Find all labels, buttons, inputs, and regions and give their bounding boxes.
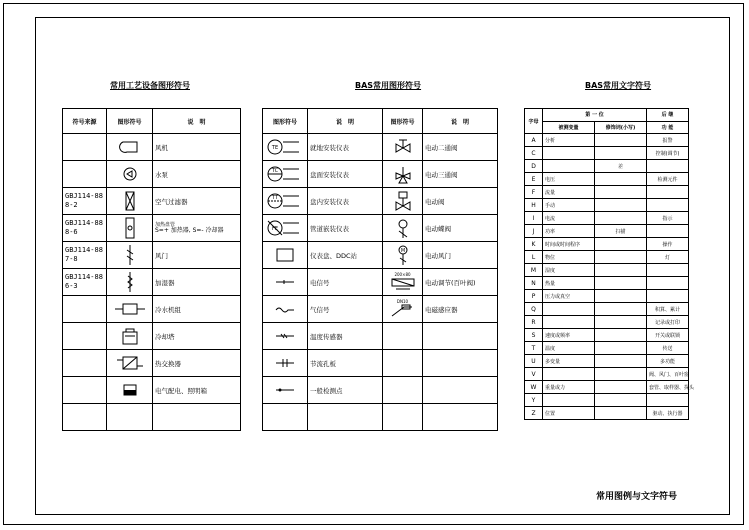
function-cell: [647, 277, 689, 290]
measured-var-cell: [543, 303, 595, 316]
desc-cell: 冷却塔: [153, 323, 241, 350]
header-measured: 被测变量: [543, 121, 595, 134]
pipe-instrument-icon: [263, 215, 308, 242]
capillary-icon: [263, 323, 308, 350]
empty-cell: [383, 350, 423, 377]
letter-cell: S: [525, 329, 543, 342]
modifier-cell: [595, 212, 647, 225]
desc-cell: 盘内安装仪表: [308, 188, 383, 215]
modifier-cell: [595, 355, 647, 368]
measured-var-cell: 电压: [543, 173, 595, 186]
desc-cell: 温度传感器: [308, 323, 383, 350]
table-row: [525, 147, 689, 160]
desc-cell: 风门: [153, 242, 241, 269]
title-bas-text: BAS常用文字符号: [585, 81, 652, 90]
letter-cell: A: [525, 134, 543, 147]
table-row: [63, 323, 241, 350]
title-process-symbols: 常用工艺设备图形符号: [110, 81, 190, 90]
function-cell: 操作: [647, 238, 689, 251]
header-symbol: 图形符号: [107, 109, 153, 134]
function-cell: 驱动、执行器: [647, 407, 689, 420]
modifier-cell: [595, 186, 647, 199]
function-cell: 检测元件: [647, 173, 689, 186]
ddc-box-icon: [263, 242, 308, 269]
desc-cell: 热交换器: [153, 350, 241, 377]
header-symbol-2: 图形符号: [383, 109, 423, 134]
letter-cell: H: [525, 199, 543, 212]
table-row: [63, 350, 241, 377]
source-cell: [63, 161, 107, 188]
table-row: [525, 238, 689, 251]
heat-exchanger-icon: [107, 350, 153, 377]
table-row: [525, 212, 689, 225]
function-cell: 积算、累计: [647, 303, 689, 316]
wire-signal-icon: [263, 296, 308, 323]
table-row: [63, 269, 241, 296]
desc-cell: 电动风门: [423, 242, 498, 269]
empty-cell: [423, 404, 498, 431]
table-header: [263, 109, 498, 134]
modifier-cell: [595, 238, 647, 251]
instrument-tag: TT: [271, 195, 279, 201]
desc-cell: 加湿器: [153, 269, 241, 296]
table-row: [525, 381, 689, 394]
measured-var-cell: 物位: [543, 251, 595, 264]
header-source: 符号来源: [63, 109, 107, 134]
fan-icon: [107, 134, 153, 161]
table-row: [63, 296, 241, 323]
empty-cell: [423, 350, 498, 377]
letter-cell: F: [525, 186, 543, 199]
measured-var-cell: 多变量: [543, 355, 595, 368]
butterfly-valve-icon: [383, 215, 423, 242]
desc-cell: 一般检测点: [308, 377, 383, 404]
desc-cell: 冷水机组: [153, 296, 241, 323]
function-cell: 阀、风门、百叶窗: [647, 368, 689, 381]
air-filter-icon: [107, 188, 153, 215]
pressure-valve-icon: [383, 296, 423, 323]
table-row: [63, 215, 241, 242]
desc-cell: 水泵: [153, 161, 241, 188]
source-cell: [63, 323, 107, 350]
desc-cell: 风机: [153, 134, 241, 161]
desc-cell: 电动蝶阀: [423, 215, 498, 242]
modifier-cell: [595, 368, 647, 381]
function-cell: [647, 264, 689, 277]
desc-cell: [153, 215, 241, 242]
function-cell: [647, 186, 689, 199]
letter-cell: V: [525, 368, 543, 381]
letter-cell: Y: [525, 394, 543, 407]
table-row: [263, 134, 498, 161]
table-row: [263, 350, 498, 377]
measured-var-cell: 手动: [543, 199, 595, 212]
measured-var-cell: 流量: [543, 186, 595, 199]
table-row: [525, 251, 689, 264]
letter-cell: J: [525, 225, 543, 238]
letter-cell: R: [525, 316, 543, 329]
modifier-cell: [595, 394, 647, 407]
modifier-cell: [595, 342, 647, 355]
letter-cell: K: [525, 238, 543, 251]
empty-cell: [107, 404, 153, 431]
footer-title: 常用图例与文字符号: [596, 492, 678, 502]
modifier-cell: [595, 199, 647, 212]
motor-damper-icon: [383, 269, 423, 296]
source-cell: GBJ114-88 7-8: [63, 242, 107, 269]
motor-valve-icon: [383, 188, 423, 215]
desc-cell: 节流孔板: [308, 350, 383, 377]
empty-cell: [383, 404, 423, 431]
chiller-icon: [107, 296, 153, 323]
table-row: [63, 404, 241, 431]
table-row: [263, 377, 498, 404]
desc-cell: 电磁感应器: [423, 296, 498, 323]
desc-cell: 空气过滤器: [153, 188, 241, 215]
desc-sub: S=+ 加热器, S=- 冷却器: [155, 227, 224, 234]
header-desc: 说 明: [153, 109, 241, 134]
empty-cell: [153, 404, 241, 431]
table-row: [525, 368, 689, 381]
empty-cell: [383, 323, 423, 350]
table-row: [63, 242, 241, 269]
measure-point-icon: [263, 377, 308, 404]
header-modifier: 修饰词(小写): [595, 121, 647, 134]
measured-var-cell: 位置: [543, 407, 595, 420]
instrument-tag: TE: [271, 145, 279, 151]
table-row: [263, 323, 498, 350]
modifier-cell: [595, 316, 647, 329]
source-cell: GBJ114-88 6-3: [63, 269, 107, 296]
function-cell: [647, 290, 689, 303]
table-row: [525, 329, 689, 342]
table-row: [525, 407, 689, 420]
heater-coil-icon: [107, 215, 153, 242]
source-cell: [63, 350, 107, 377]
empty-cell: [263, 404, 308, 431]
letter-cell: N: [525, 277, 543, 290]
header-first: 第 一 位: [543, 109, 647, 122]
modifier-cell: 差: [595, 160, 647, 173]
desc-main: 加热盘管: [155, 222, 176, 228]
desc-cell: 仪表盘、DDC站: [308, 242, 383, 269]
modifier-cell: [595, 290, 647, 303]
table-header: [63, 109, 241, 134]
header-symbol: 图形符号: [263, 109, 308, 134]
desc-cell: 管道嵌装仪表: [308, 215, 383, 242]
modifier-cell: [595, 381, 647, 394]
instrument-tag: FE: [271, 226, 279, 232]
letter-cell: D: [525, 160, 543, 173]
table-row: [263, 188, 498, 215]
measured-var-cell: 电流: [543, 212, 595, 225]
modifier-cell: 扫描: [595, 225, 647, 238]
letter-cell: M: [525, 264, 543, 277]
modifier-cell: [595, 173, 647, 186]
bas-text-symbols-table: [524, 108, 695, 420]
letter-cell: E: [525, 173, 543, 186]
measured-var-cell: 重量或力: [543, 381, 595, 394]
table-row: [263, 242, 498, 269]
empty-cell: [383, 377, 423, 404]
table-row: [525, 342, 689, 355]
three-way-valve-icon: [383, 161, 423, 188]
table-row: [525, 303, 689, 316]
function-cell: 传送: [647, 342, 689, 355]
modifier-cell: [595, 277, 647, 290]
modifier-cell: [595, 264, 647, 277]
back-panel-instrument-icon: [263, 188, 308, 215]
table-row: [63, 161, 241, 188]
measured-var-cell: [543, 160, 595, 173]
letter-cell: C: [525, 147, 543, 160]
table-row: [63, 377, 241, 404]
table-subheader: [525, 121, 689, 134]
source-cell: [63, 134, 107, 161]
header-last: 后 继: [647, 109, 689, 122]
panel-instrument-icon: [263, 161, 308, 188]
table-row: [263, 404, 498, 431]
table-row: [525, 355, 689, 368]
field-instrument-icon: [263, 134, 308, 161]
measured-var-cell: 时间或时间程序: [543, 238, 595, 251]
humidifier-icon: [107, 269, 153, 296]
table-row: [525, 316, 689, 329]
signal-line-icon: [263, 269, 308, 296]
function-cell: 开关或联锁: [647, 329, 689, 342]
table-row: [525, 394, 689, 407]
function-cell: 报警: [647, 134, 689, 147]
pump-icon: [107, 161, 153, 188]
modifier-cell: [595, 134, 647, 147]
desc-cell: 就地安装仪表: [308, 134, 383, 161]
desc-cell: 电动三通阀: [423, 161, 498, 188]
letter-cell: P: [525, 290, 543, 303]
table-row: [63, 134, 241, 161]
source-cell: GBJ114-88 8-6: [63, 215, 107, 242]
measured-var-cell: 速度或频率: [543, 329, 595, 342]
measured-var-cell: [543, 147, 595, 160]
measured-var-cell: [543, 368, 595, 381]
symbol-tag: DN10: [396, 299, 409, 304]
desc-cell: 电动阀: [423, 188, 498, 215]
letter-cell: U: [525, 355, 543, 368]
title-bas-graphic: BAS常用图形符号: [355, 81, 422, 90]
modifier-cell: [595, 329, 647, 342]
table-row: [263, 269, 498, 296]
letter-cell: T: [525, 342, 543, 355]
table-row: [525, 186, 689, 199]
air-valve-icon: [107, 242, 153, 269]
letter-cell: Q: [525, 303, 543, 316]
modifier-cell: [595, 407, 647, 420]
desc-cell: 电动二通阀: [423, 134, 498, 161]
table-row: [525, 173, 689, 186]
function-cell: 控制(调节): [647, 147, 689, 160]
letter-cell: Z: [525, 407, 543, 420]
measured-var-cell: 热量: [543, 277, 595, 290]
table-row: [525, 290, 689, 303]
desc-cell: 气信号: [308, 296, 383, 323]
empty-cell: [63, 404, 107, 431]
measured-var-cell: 湿度: [543, 264, 595, 277]
table-row: [263, 161, 498, 188]
header-function: 功 能: [647, 121, 689, 134]
measured-var-cell: [543, 394, 595, 407]
measured-var-cell: [543, 316, 595, 329]
header-desc: 说 明: [308, 109, 383, 134]
measured-var-cell: 温度: [543, 342, 595, 355]
table-row: [525, 160, 689, 173]
modifier-cell: [595, 147, 647, 160]
function-cell: [647, 160, 689, 173]
letter-cell: W: [525, 381, 543, 394]
source-cell: [63, 377, 107, 404]
empty-cell: [423, 323, 498, 350]
letter-cell: I: [525, 212, 543, 225]
table-row: [525, 199, 689, 212]
orifice-icon: [263, 350, 308, 377]
symbol-tag: 200×80: [394, 272, 411, 277]
source-cell: [63, 296, 107, 323]
source-cell: GBJ114-88 8-2: [63, 188, 107, 215]
electric-heater-icon: [107, 377, 153, 404]
measured-var-cell: 分析: [543, 134, 595, 147]
process-symbols-table: [62, 108, 241, 431]
function-cell: 记录或打印: [647, 316, 689, 329]
letter-cell: L: [525, 251, 543, 264]
function-cell: 指示: [647, 212, 689, 225]
function-cell: [647, 394, 689, 407]
function-cell: [647, 225, 689, 238]
table-row: [263, 215, 498, 242]
table-row: [263, 296, 498, 323]
function-cell: 多功能: [647, 355, 689, 368]
function-cell: 套管、取样器、探头: [647, 381, 689, 394]
header-letter: 字母: [525, 109, 543, 134]
desc-cell: 电气配电、照明箱: [153, 377, 241, 404]
modifier-cell: [595, 251, 647, 264]
empty-cell: [423, 377, 498, 404]
function-cell: 灯: [647, 251, 689, 264]
table-header: [525, 109, 689, 122]
table-row: [525, 225, 689, 238]
svg-text:M: M: [400, 248, 405, 254]
header-desc-2: 说 明: [423, 109, 498, 134]
bas-graphic-symbols-table: [262, 108, 498, 431]
desc-cell: 盘面安装仪表: [308, 161, 383, 188]
table-row: [525, 277, 689, 290]
measured-var-cell: 功率: [543, 225, 595, 238]
instrument-tag: TC: [271, 168, 279, 174]
cooling-tower-icon: [107, 323, 153, 350]
measured-var-cell: 压力或真空: [543, 290, 595, 303]
table-row: [525, 134, 689, 147]
modifier-cell: [595, 303, 647, 316]
empty-cell: [308, 404, 383, 431]
function-cell: [647, 199, 689, 212]
table-row: [63, 188, 241, 215]
desc-cell: 电动调节(百叶阀): [423, 269, 498, 296]
table-row: [525, 264, 689, 277]
damper-actuator-icon: [383, 242, 423, 269]
two-way-valve-icon: [383, 134, 423, 161]
desc-cell: 电信号: [308, 269, 383, 296]
